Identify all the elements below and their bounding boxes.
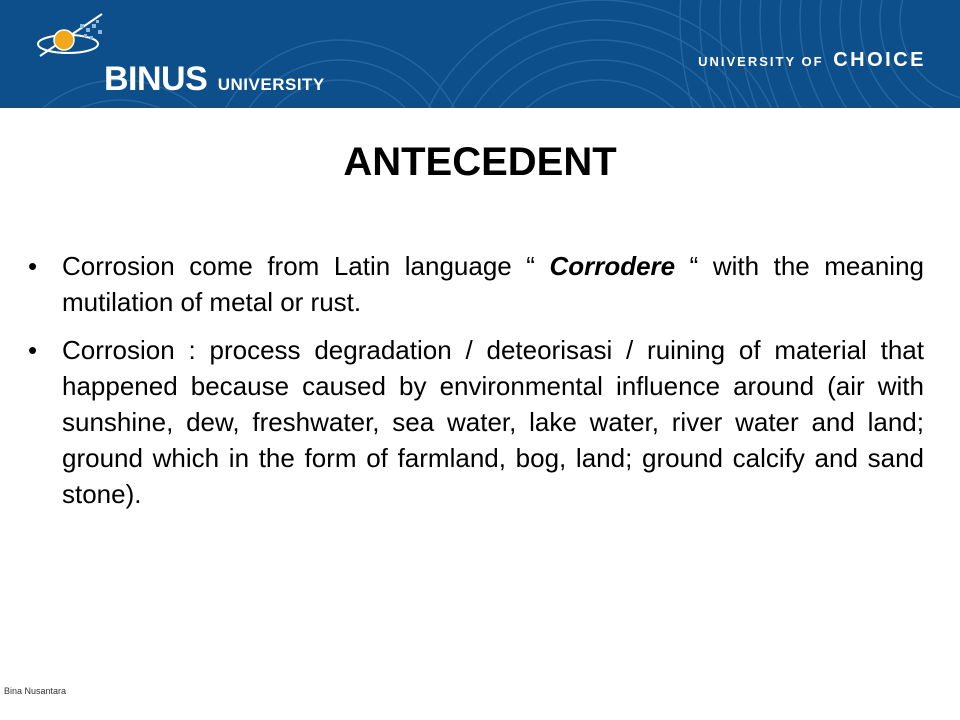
bullet-dot: • <box>28 335 38 365</box>
bullet-list <box>28 248 924 524</box>
binus-logo <box>28 10 325 98</box>
bullet-item <box>28 332 924 512</box>
header-banner <box>0 0 960 108</box>
bullet-text-tail: “ with the meaning mutilation of metal or rust. <box>62 251 924 317</box>
bullet-text: Corrosion : process degradation / deteorisasi / ruining of material that happened because caused by environmental influence around (air with sunshine, dew, freshwater, sea water, lake water, river water and land; ground which in the form of farmland, bog, land; ground calcify and sand stone). <box>62 335 924 509</box>
tagline <box>698 49 926 72</box>
tagline-prefix: UNIVERSITY OF <box>698 54 824 69</box>
bullet-dot: • <box>28 251 38 281</box>
slide-title: ANTECEDENT <box>343 140 617 184</box>
footer-text: Bina Nusantara <box>4 686 67 696</box>
bullet-item <box>28 248 924 320</box>
logo-brand-text: BINUS <box>104 60 208 98</box>
logo-subtext: UNIVERSITY <box>217 75 325 94</box>
tagline-strong: CHOICE <box>833 49 926 71</box>
bullet-text: Corrosion come from Latin language “ <box>62 251 550 281</box>
bullet-emphasis: Corrodere <box>549 251 676 281</box>
